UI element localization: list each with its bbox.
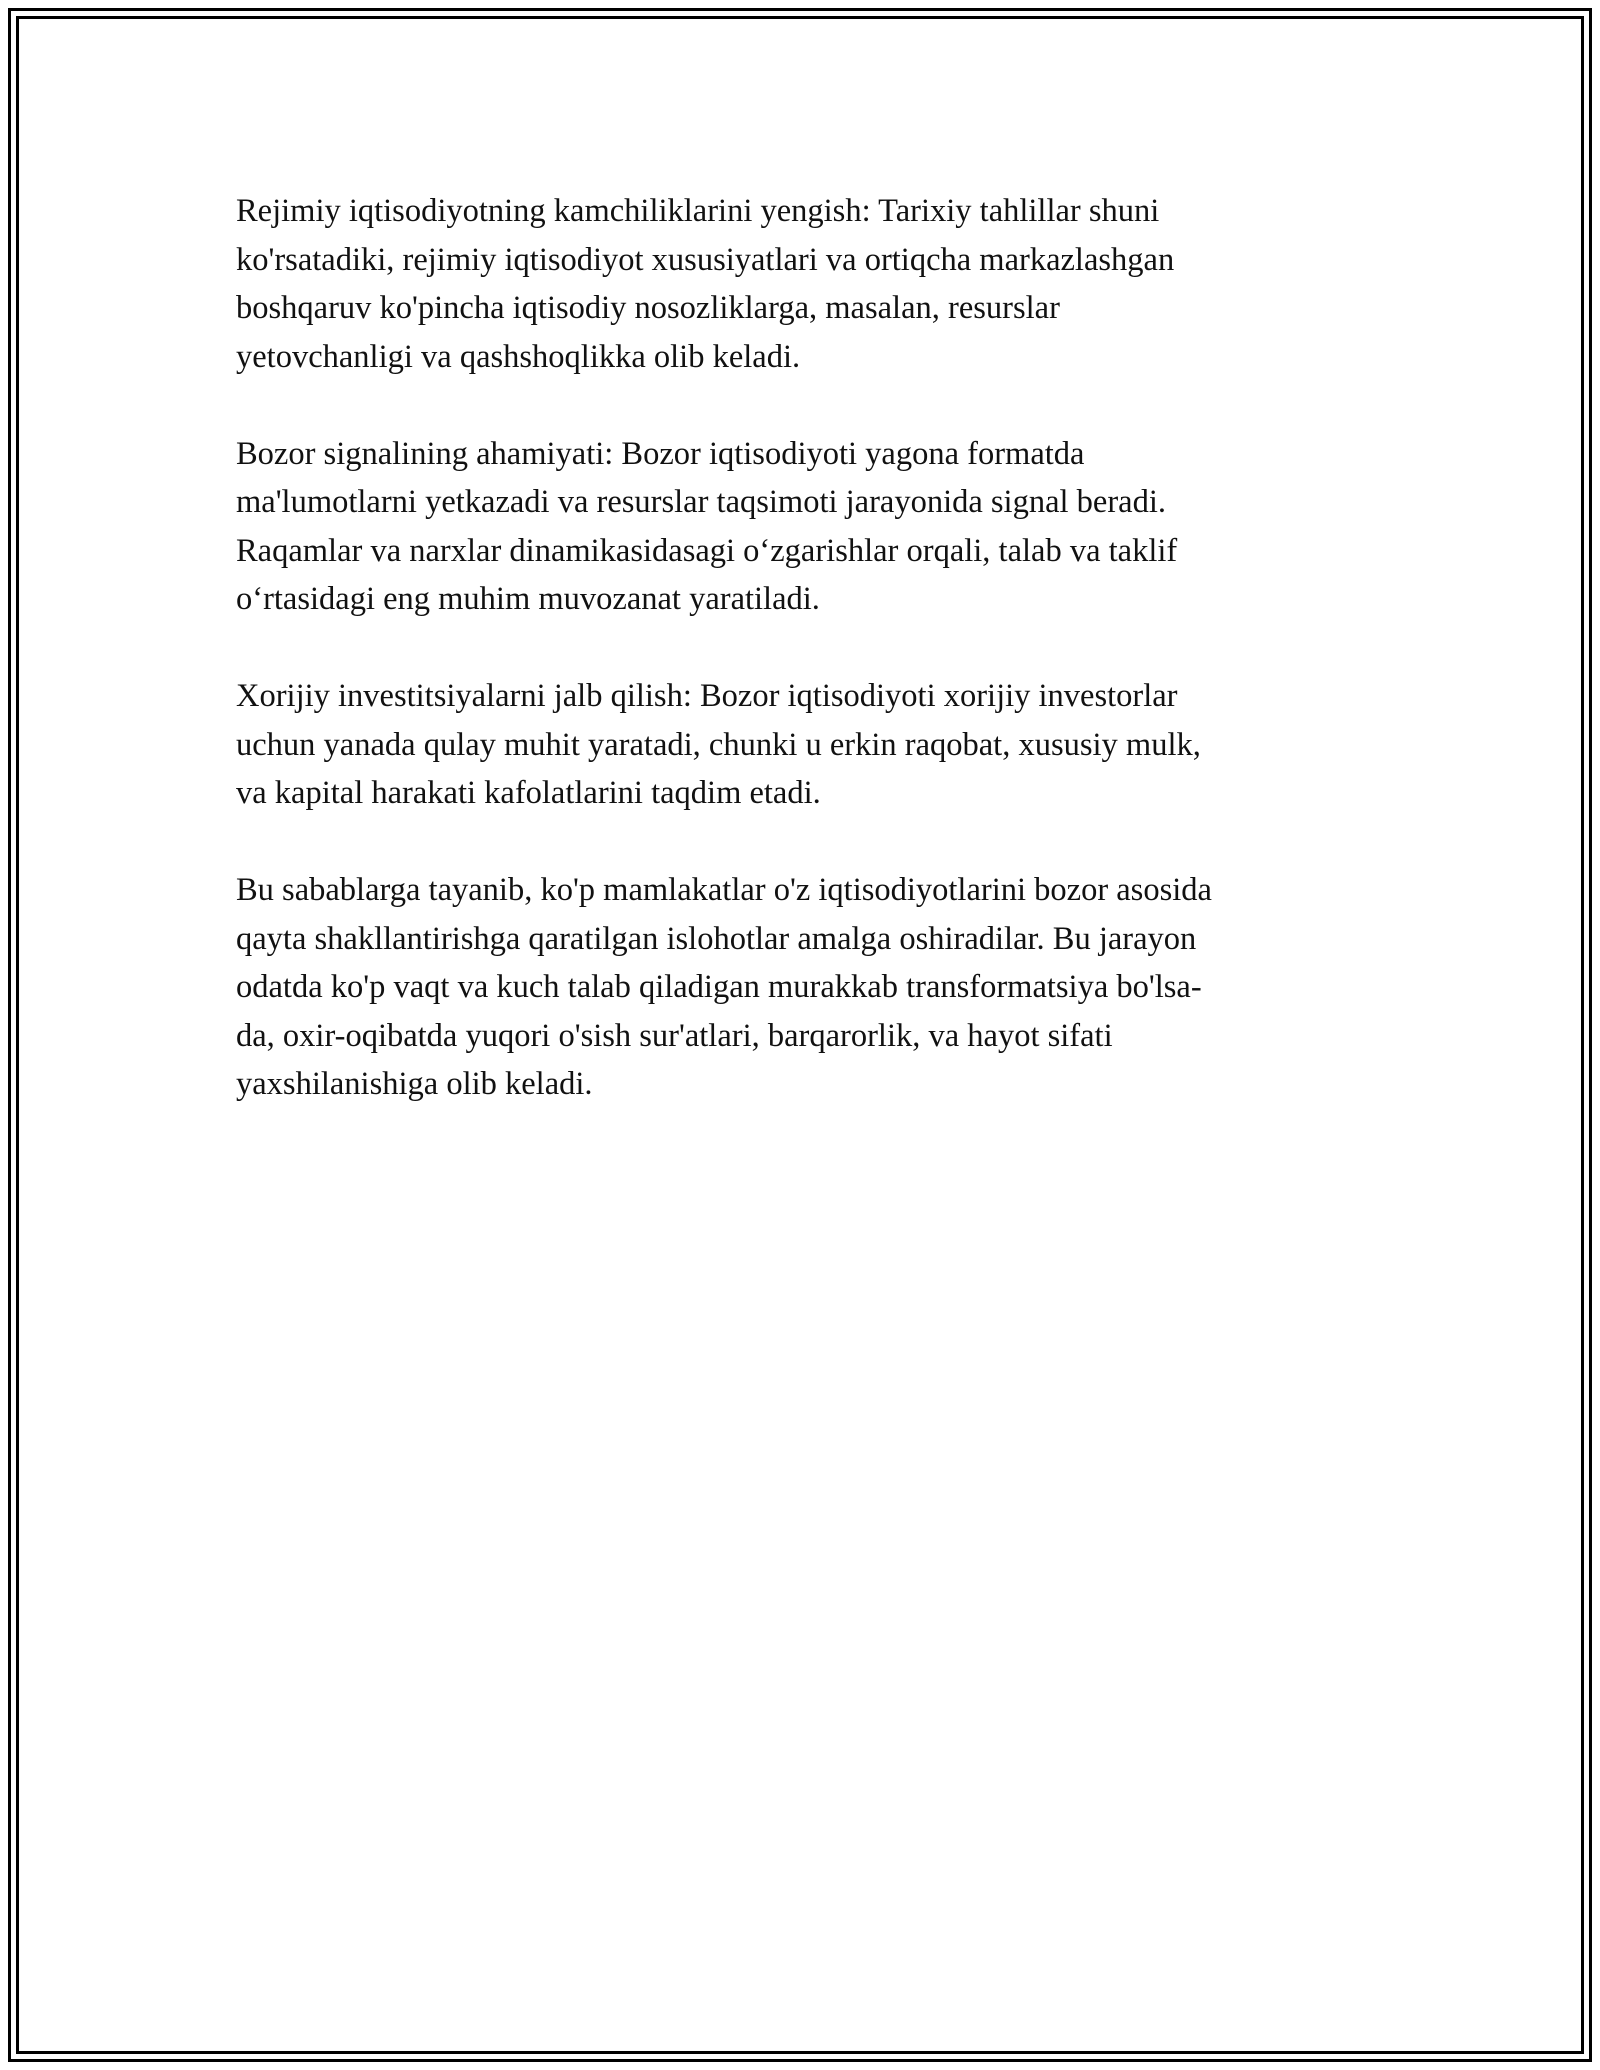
text-line: o‘rtasidagi eng muhim muvozanat yaratiladi. (236, 581, 820, 617)
text-line: da, oxir-oqibatda yuqori o'sish sur'atlari, barqarorlik, va hayot sifati (236, 1017, 1113, 1054)
text-line: qayta shakllantirishga qaratilgan islohotlar amalga oshiradilar. Bu jarayon (236, 920, 1197, 957)
text-line: boshqaruv ko'pincha iqtisodiy nosozliklarga, masalan, resurslar (236, 290, 1060, 326)
text-line: Bozor signalining ahamiyati: Bozor iqtisodiyoti yagona formatda (236, 435, 1085, 472)
text-line: Raqamlar va narxlar dinamikasidasagi o‘zgarishlar orqali, talab va taklif (236, 532, 1178, 569)
text-line: odatda ko'p vaqt va kuch talab qiladigan murakkab transformatsiya bo'lsa- (236, 969, 1202, 1005)
paragraph-market-failures (236, 187, 1356, 381)
text-line: yaxshilanishiga olib keladi. (236, 1066, 593, 1102)
text-line: va kapital harakati kafolatlarini taqdim etadi. (236, 775, 821, 811)
text-line: Xorijiy investitsiyalarni jalb qilish: Bozor iqtisodiyoti xorijiy investorlar (236, 678, 1178, 714)
paragraph-foreign-investment (236, 672, 1356, 818)
text-line: Bu sabablarga tayanib, ko'p mamlakatlar o'z iqtisodiyotlarini bozor asosida (236, 872, 1212, 908)
paragraph-market-signals (236, 430, 1356, 624)
document-body (236, 187, 1356, 1157)
paragraph-conclusion (236, 866, 1356, 1109)
text-line: ma'lumotlarni yetkazadi va resurslar taqsimoti jarayonida signal beradi. (236, 484, 1166, 520)
text-line: uchun yanada qulay muhit yaratadi, chunki u erkin raqobat, xususiy mulk, (236, 726, 1201, 763)
text-line: yetovchanligi va qashshoqlikka olib keladi. (236, 338, 801, 375)
text-line: ko'rsatadiki, rejimiy iqtisodiyot xususiyatlari va ortiqcha markazlashgan (236, 241, 1175, 278)
text-line: Rejimiy iqtisodiyotning kamchiliklarini yengish: Tarixiy tahlillar shuni (236, 193, 1160, 229)
